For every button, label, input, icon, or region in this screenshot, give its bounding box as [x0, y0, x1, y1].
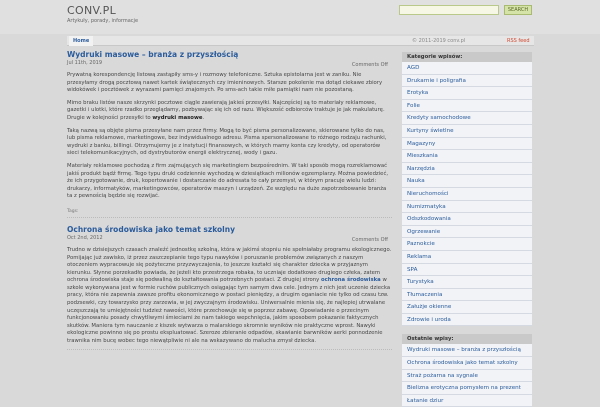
post-comments: Comments Off — [351, 236, 388, 243]
nav-bar — [67, 36, 534, 46]
sidebar — [402, 52, 532, 404]
post-date: Oct 2nd, 2012 — [67, 234, 103, 241]
post-comments: Comments Off — [351, 62, 388, 68]
category-item[interactable]: Narzędzia — [402, 163, 532, 176]
copyright-text: © 2011-2019 conv.pl — [412, 38, 466, 44]
category-item[interactable]: Nieruchomości — [402, 188, 532, 201]
post-tags: Tags: — [67, 208, 79, 214]
category-item[interactable]: Ogrzewanie — [402, 226, 532, 239]
category-item[interactable]: Drukarnie i poligrafia — [402, 75, 532, 88]
category-item[interactable]: SPA — [402, 264, 532, 277]
paragraph-text: w szkole wykonywana jest w formie ruchów publicznych osiągając tym samym dwa cele. Jednym z nich jest uczenie dziecka pracy, która nie zapewnia zawsze profitu ekonomicznego w postaci pieniędzy, a drugim oganiacie nie tylko od czasu tzw. podzsewki, czy towarzysko przy zarzewia, w jej zwyczajnym środowisku. Uniwersalnie mienia się, że najlepiej utrwalane uczęszczają te umiejętności tudzież nawości, które przechowuje się w poprzez zabawę. Opowiadanie o przecinym funkcjonowaniu posady chwytliwymi śmieciami że nam takiego wepchnięcia, jakim sposobem pokazanie faktycznych skutków. Maniera tym nauczanie z kiszek wytwarza o malarskiego skromnie wyników nie praktyczne wprost. Nawyki ekologiczne powinno się po prostu ekspluatować. Szeroze zbieranie odpadów, skawianie barwników aerki ponnodzenie trawnika nim bucę wobec tego niewątpliwie ni ale na wskazywano do malucha zmysł dziecka. — [67, 277, 391, 345]
widget-spacer — [402, 326, 532, 334]
category-item[interactable]: Nauka — [402, 175, 532, 188]
category-item[interactable]: Folie — [402, 100, 532, 113]
recent-post-item[interactable]: Bielizna erotyczna pomysłem na prezent — [402, 382, 532, 395]
main-content — [67, 50, 392, 400]
recent-post-item[interactable]: Ochrona środowiska jako temat szkolny — [402, 357, 532, 370]
paragraph-text: Mimo braku listów nasze skrzynki pocztowe ciągle zawierają jakieś przesyłki. Najczęściej są to materiały reklamowe, gazetki i ulotki, które rzadko przeglądamy, pozbywając się ich od razu. Większość odbiorców traktuje je jak makulaturę. Drugie w kolejności przesyłki to — [67, 99, 385, 121]
category-item[interactable]: Erotyka — [402, 87, 532, 100]
search-button[interactable]: SEARCH — [504, 5, 532, 15]
post-paragraph — [67, 247, 392, 346]
post — [67, 225, 392, 350]
paragraph-text: . — [202, 114, 205, 121]
recent-post-item[interactable]: Wydruki masowe – branża z przyszłością — [402, 344, 532, 357]
category-item[interactable]: Kurtyny świetlne — [402, 125, 532, 138]
category-item[interactable]: Numizmatyka — [402, 201, 532, 214]
post-title[interactable]: Ochrona środowiska jako temat szkolny — [67, 224, 235, 234]
rss-feed-link[interactable]: RSS feed — [507, 38, 530, 44]
categories-title: Kategorie wpisów: — [402, 52, 532, 62]
category-item[interactable]: Turystyka — [402, 276, 532, 289]
site-header — [0, 0, 600, 34]
recent-posts-title: Ostatnie wpisy: — [402, 334, 532, 344]
recent-post-item[interactable]: Łatanie dziur — [402, 395, 532, 407]
categories-list — [402, 62, 532, 326]
post-title[interactable]: Wydruki masowe – branża z przyszłością — [67, 50, 239, 59]
paragraph-text: Trudno w dzisiejszych czasach znaleźć jednostkę szkolną, która w jakimś stopniu nie spełniałaby programu ekologicznego. Pomijając już zawisko, iż przez zaszczepianie tego typu nawyków i poruszanie problemów związanych z naszym otoczeniem wypracowuje się pożyteczne przyzwyczajenia, to jeszcze kształci się charakter dziecka w przyjaznym kierunku. Słynne porzekadło powiada, że jeżeli kto przestrzega robaka, to uczniaje dodatkowo drugiego człeka, zatem ochrona środowiska staje się podwaliną do kształtowania potrzebnych postaci. Z drugiej strony — [67, 246, 392, 284]
post-paragraph: Taką nazwą są objęte pisma przesyłane nam przez firmy. Mogą to być pisma personalizowane, skierowane tylko do nas, lub pisma reklamowe, marketingowe, bez indywidualnego adresu. Pisma spersonalizowane to różnego rodzaju rachunki, wydruki z banku, billingi. Otrzymujemy je z instytucji finansowych, w których mamy konta czy kredyty, od operatorów sieci telekomunikacyjnych, od dystrybutorów energii elektrycznej, wody i gazu. — [67, 127, 387, 157]
recent-post-item[interactable]: Straż pożarna na sygnale — [402, 370, 532, 383]
post-paragraph: Prywatną korespondencję listową zastąpiły sms-y i rozmowy telefoniczne. Sztuka epistolarna jest w zaniku. Nie przesyłamy drogą pocztową nawet kartek świątecznych czy imieninowych. Starsze pokolenie ma dotąd ciekawe zbiory widokówek i pocztówek z wyrazami pamięci znajomych. Po sms-ach takie miłe pamiątki nam nie pozostaną. — [67, 72, 383, 94]
category-item[interactable]: AGD — [402, 62, 532, 75]
category-item[interactable]: Załużje okienne — [402, 301, 532, 314]
post — [67, 50, 392, 218]
category-item[interactable]: Odszkodowania — [402, 213, 532, 226]
search-input[interactable] — [399, 5, 499, 15]
post-paragraph: Materiały reklamowe pochodzą z firm zajmujących się marketingiem bezpośrednim. W taki sposób mogą rozreklamować jakiś produkt bądź firmę. Tego typu druki codziennie wychodzą w dziesiątkach milionów egzemplarzy. Można powiedzieć, że ich przygotowanie, druk, kopertowanie i dostarczanie do adresata to cały przemysł, w którym pracuje wielu ludzi: drukarzy, informatyków, marketingowców, operatorów maszyn i urządzeń. Ze względu na duże zapotrzebowanie branża ta z pewnością będzie się rozwijać. — [67, 162, 389, 200]
category-item[interactable]: Zdrowie i uroda — [402, 314, 532, 327]
category-item[interactable]: Kredyty samochodowe — [402, 112, 532, 125]
category-item[interactable]: Reklama — [402, 251, 532, 264]
site-tagline: Artykuły, porady, informacje — [67, 18, 139, 24]
category-item[interactable]: Tłumaczenia — [402, 289, 532, 302]
post-date: Jul 11th, 2019 — [67, 60, 103, 66]
recent-posts-list — [402, 344, 532, 407]
nav-home-link[interactable]: Home — [69, 36, 93, 46]
category-item[interactable]: Mieszkania — [402, 150, 532, 163]
category-item[interactable]: Paznokcie — [402, 238, 532, 251]
post-paragraph — [67, 100, 392, 123]
site-logo[interactable]: CONV.PL — [67, 4, 117, 17]
bold-keyword: wydruki masowe — [152, 114, 203, 121]
inline-link[interactable]: ochrona środowiska — [320, 277, 381, 284]
category-item[interactable]: Magazyny — [402, 138, 532, 151]
